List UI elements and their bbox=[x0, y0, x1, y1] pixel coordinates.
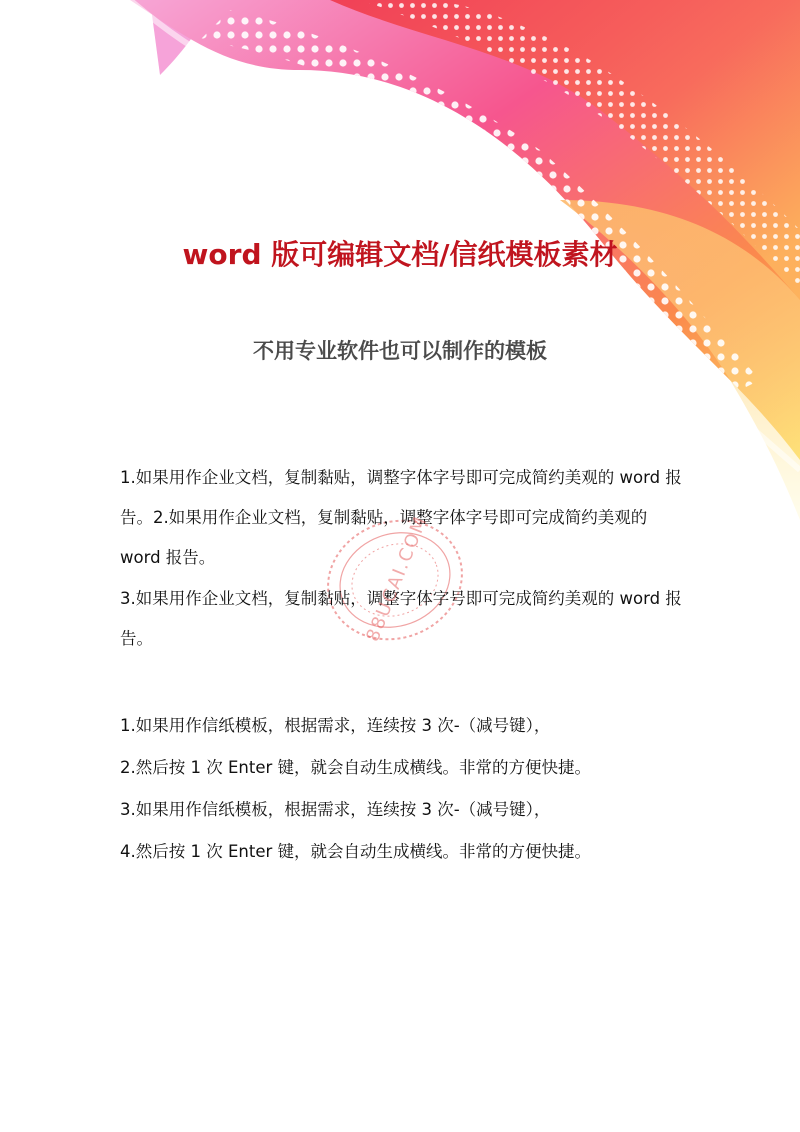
paragraph-1: 1.如果用作企业文档，复制黏贴，调整字体字号即可完成简约美观的 word 报告。2.如果用作企业文档，复制黏贴，调整字体字号即可完成简约美观的 word 报告。 bbox=[120, 468, 682, 567]
instruction-line-1: 1.如果用作信纸模板，根据需求，连续按 3 次-（减号键）， bbox=[120, 716, 551, 735]
instruction-line-3: 3.如果用作信纸模板，根据需求，连续按 3 次-（减号键）， bbox=[120, 800, 551, 819]
document-title: word 版可编辑文档/信纸模板素材 bbox=[182, 238, 618, 271]
paragraph-2: 3.如果用作企业文档，复制黏贴，调整字体字号即可完成简约美观的 word 报告。 bbox=[120, 589, 682, 648]
instruction-line-2: 2.然后按 1 次 Enter 键，就会自动生成横线。非常的方便快捷。 bbox=[120, 758, 592, 777]
instruction-line-4: 4.然后按 1 次 Enter 键，就会自动生成横线。非常的方便快捷。 bbox=[120, 842, 592, 861]
watermark-text: 88UCAI.COM bbox=[362, 512, 433, 645]
document-subtitle: 不用专业软件也可以制作的模板 bbox=[253, 339, 547, 363]
